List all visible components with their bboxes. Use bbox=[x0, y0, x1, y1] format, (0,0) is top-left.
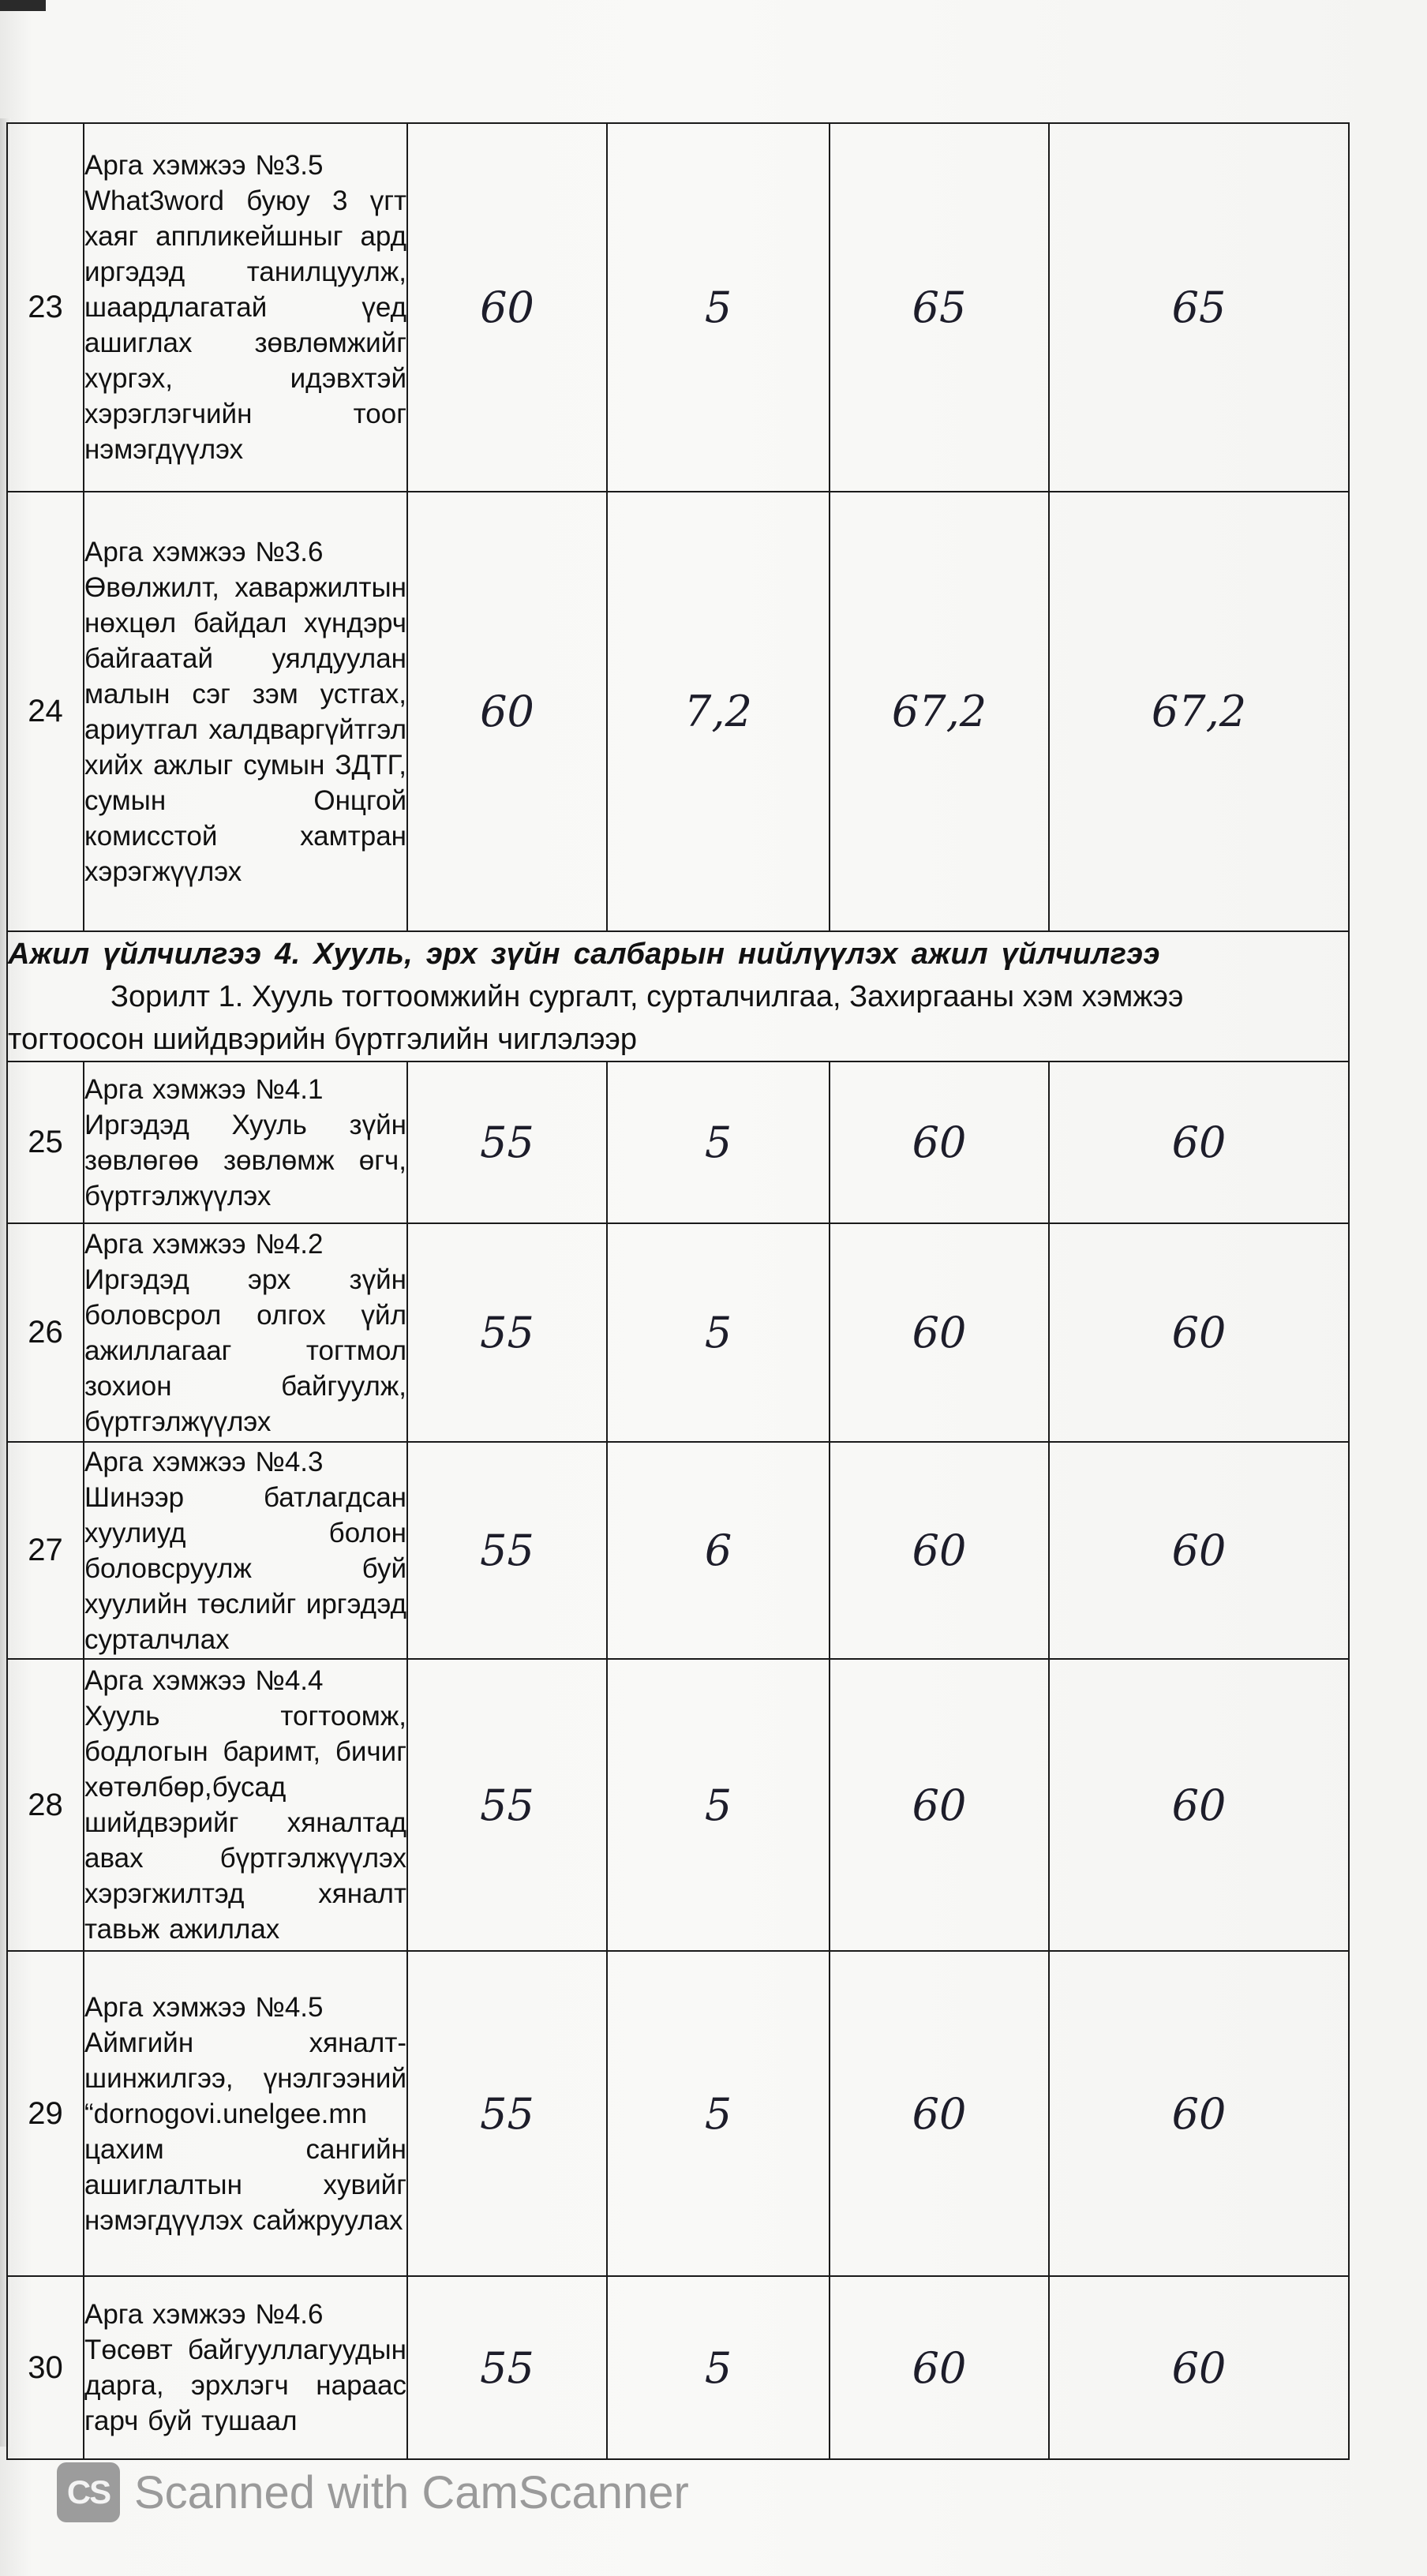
value-cell-3: 60 bbox=[830, 2276, 1049, 2459]
value-cell-1: 55 bbox=[407, 1951, 607, 2276]
value-cell-4: 67,2 bbox=[1049, 492, 1349, 931]
activity-code: Арга хэмжээ №3.6 bbox=[84, 536, 324, 567]
activity-description bbox=[84, 1442, 407, 1659]
table-row bbox=[7, 1061, 1349, 1223]
value-cell-2: 5 bbox=[607, 1061, 830, 1223]
activity-description bbox=[84, 123, 407, 492]
table-row bbox=[7, 1659, 1349, 1951]
value-cell-4: 60 bbox=[1049, 1223, 1349, 1442]
activity-text: Шинээр батлагдсан хуулиуд болон боловсруулж буй хуулийн төслийг иргэдэд сурталчлах bbox=[84, 1481, 406, 1655]
activity-description bbox=[84, 2276, 407, 2459]
value-cell-1: 55 bbox=[407, 1442, 607, 1659]
row-number: 23 bbox=[7, 123, 84, 492]
value-cell-1: 55 bbox=[407, 2276, 607, 2459]
value-cell-1: 60 bbox=[407, 492, 607, 931]
activity-code: Арга хэмжээ №4.6 bbox=[84, 2299, 324, 2330]
value-cell-3: 60 bbox=[830, 1061, 1049, 1223]
activity-text: Өвөлжилт, хаваржилтын нөхцөл байдал хүндэрч байгаатай уялдуулан малын сэг зэм устгах, ариутгал халдваргүйтгэл хийх ажлыг сумын ЗДТГ, сумын Онцгой комисстой хамтран хэрэгжүүлэх bbox=[84, 571, 406, 887]
value-cell-3: 60 bbox=[830, 1659, 1049, 1951]
value-cell-4: 65 bbox=[1049, 123, 1349, 492]
value-cell-2: 5 bbox=[607, 2276, 830, 2459]
activity-description bbox=[84, 1951, 407, 2276]
activity-code: Арга хэмжээ №4.4 bbox=[84, 1665, 324, 1696]
table-row bbox=[7, 2276, 1349, 2459]
activity-text: What3word буюу 3 үгт хаяг аппликейшныг ард иргэдэд танилцуулж, шаардлагатай үед ашиглах зөвлөмжийг хүргэх, идэвхтэй хэрэглэгчийн тоог нэмэгдүүлэх bbox=[84, 185, 406, 465]
activity-code: Арга хэмжээ №4.2 bbox=[84, 1228, 324, 1260]
activity-text: Иргэдэд эрх зүйн боловсрол олгох үйл ажиллагааг тогтмол зохион байгуулж, бүртгэлжүүлэх bbox=[84, 1264, 406, 1437]
watermark-text: Scanned with CamScanner bbox=[134, 2466, 689, 2518]
activities-table bbox=[6, 122, 1350, 2460]
value-cell-2: 5 bbox=[607, 1659, 830, 1951]
section-title: Ажил үйлчилгээ 4. Хууль, эрх зүйн салбарын нийлүүлэх ажил үйлчилгээ bbox=[8, 937, 1160, 971]
row-number: 25 bbox=[7, 1061, 84, 1223]
value-cell-4: 60 bbox=[1049, 1951, 1349, 2276]
value-cell-3: 60 bbox=[830, 1442, 1049, 1659]
row-number: 24 bbox=[7, 492, 84, 931]
camscanner-logo-icon: CS bbox=[57, 2462, 120, 2522]
value-cell-1: 55 bbox=[407, 1061, 607, 1223]
row-number: 30 bbox=[7, 2276, 84, 2459]
table-row bbox=[7, 1442, 1349, 1659]
table-row bbox=[7, 123, 1349, 492]
value-cell-2: 7,2 bbox=[607, 492, 830, 931]
value-cell-3: 65 bbox=[830, 123, 1049, 492]
activity-description bbox=[84, 492, 407, 931]
value-cell-3: 60 bbox=[830, 1223, 1049, 1442]
value-cell-1: 60 bbox=[407, 123, 607, 492]
table-row bbox=[7, 492, 1349, 931]
value-cell-2: 6 bbox=[607, 1442, 830, 1659]
activity-text: Хууль тогтоомж, бодлогын баримт, бичиг хөтөлбөр,бусад шийдвэрийг хяналтад авах бүртгэлжүүлэх хэрэгжилтэд хяналт тавьж ажиллах bbox=[84, 1701, 406, 1945]
value-cell-1: 55 bbox=[407, 1659, 607, 1951]
activity-description bbox=[84, 1659, 407, 1951]
value-cell-4: 60 bbox=[1049, 1442, 1349, 1659]
value-cell-3: 60 bbox=[830, 1951, 1049, 2276]
row-number: 29 bbox=[7, 1951, 84, 2276]
activity-code: Арга хэмжээ №4.3 bbox=[84, 1446, 324, 1477]
value-cell-4: 60 bbox=[1049, 1061, 1349, 1223]
section-goal: Зорилт 1. Хууль тогтоомжийн сургалт, сурталчилгаа, Захиргааны хэм хэмжээ bbox=[110, 979, 1184, 1013]
section-header bbox=[7, 931, 1349, 1061]
camscanner-watermark bbox=[57, 2461, 689, 2524]
activity-description bbox=[84, 1223, 407, 1442]
section-header-row bbox=[7, 931, 1349, 1061]
activity-text: Иргэдэд Хууль зүйн зөвлөгөө зөвлөмж өгч, бүртгэлжүүлэх bbox=[84, 1109, 406, 1211]
value-cell-4: 60 bbox=[1049, 2276, 1349, 2459]
activity-code: Арга хэмжээ №3.5 bbox=[84, 150, 324, 181]
row-number: 27 bbox=[7, 1442, 84, 1659]
activity-code: Арга хэмжээ №4.5 bbox=[84, 1991, 324, 2023]
row-number: 26 bbox=[7, 1223, 84, 1442]
activity-code: Арга хэмжээ №4.1 bbox=[84, 1073, 324, 1105]
value-cell-3: 67,2 bbox=[830, 492, 1049, 931]
value-cell-2: 5 bbox=[607, 1951, 830, 2276]
scan-corner-mark bbox=[0, 0, 46, 11]
row-number: 28 bbox=[7, 1659, 84, 1951]
value-cell-4: 60 bbox=[1049, 1659, 1349, 1951]
section-goal-continued: тогтоосон шийдвэрийн бүртгэлийн чиглэлээр bbox=[8, 1022, 638, 1056]
table-row bbox=[7, 1951, 1349, 2276]
table-row bbox=[7, 1223, 1349, 1442]
activity-description bbox=[84, 1061, 407, 1223]
activity-text: Аймгийн хяналт-шинжилгээ, үнэлгээний “dornogovi.unelgee.mn цахим сангийн ашиглалтын хувийг нэмэгдүүлэх сайжруулах bbox=[84, 2027, 406, 2236]
activity-text: Төсөвт байгууллагуудын дарга, эрхлэгч нараас гарч буй тушаал bbox=[84, 2334, 406, 2436]
value-cell-2: 5 bbox=[607, 1223, 830, 1442]
value-cell-1: 55 bbox=[407, 1223, 607, 1442]
value-cell-2: 5 bbox=[607, 123, 830, 492]
